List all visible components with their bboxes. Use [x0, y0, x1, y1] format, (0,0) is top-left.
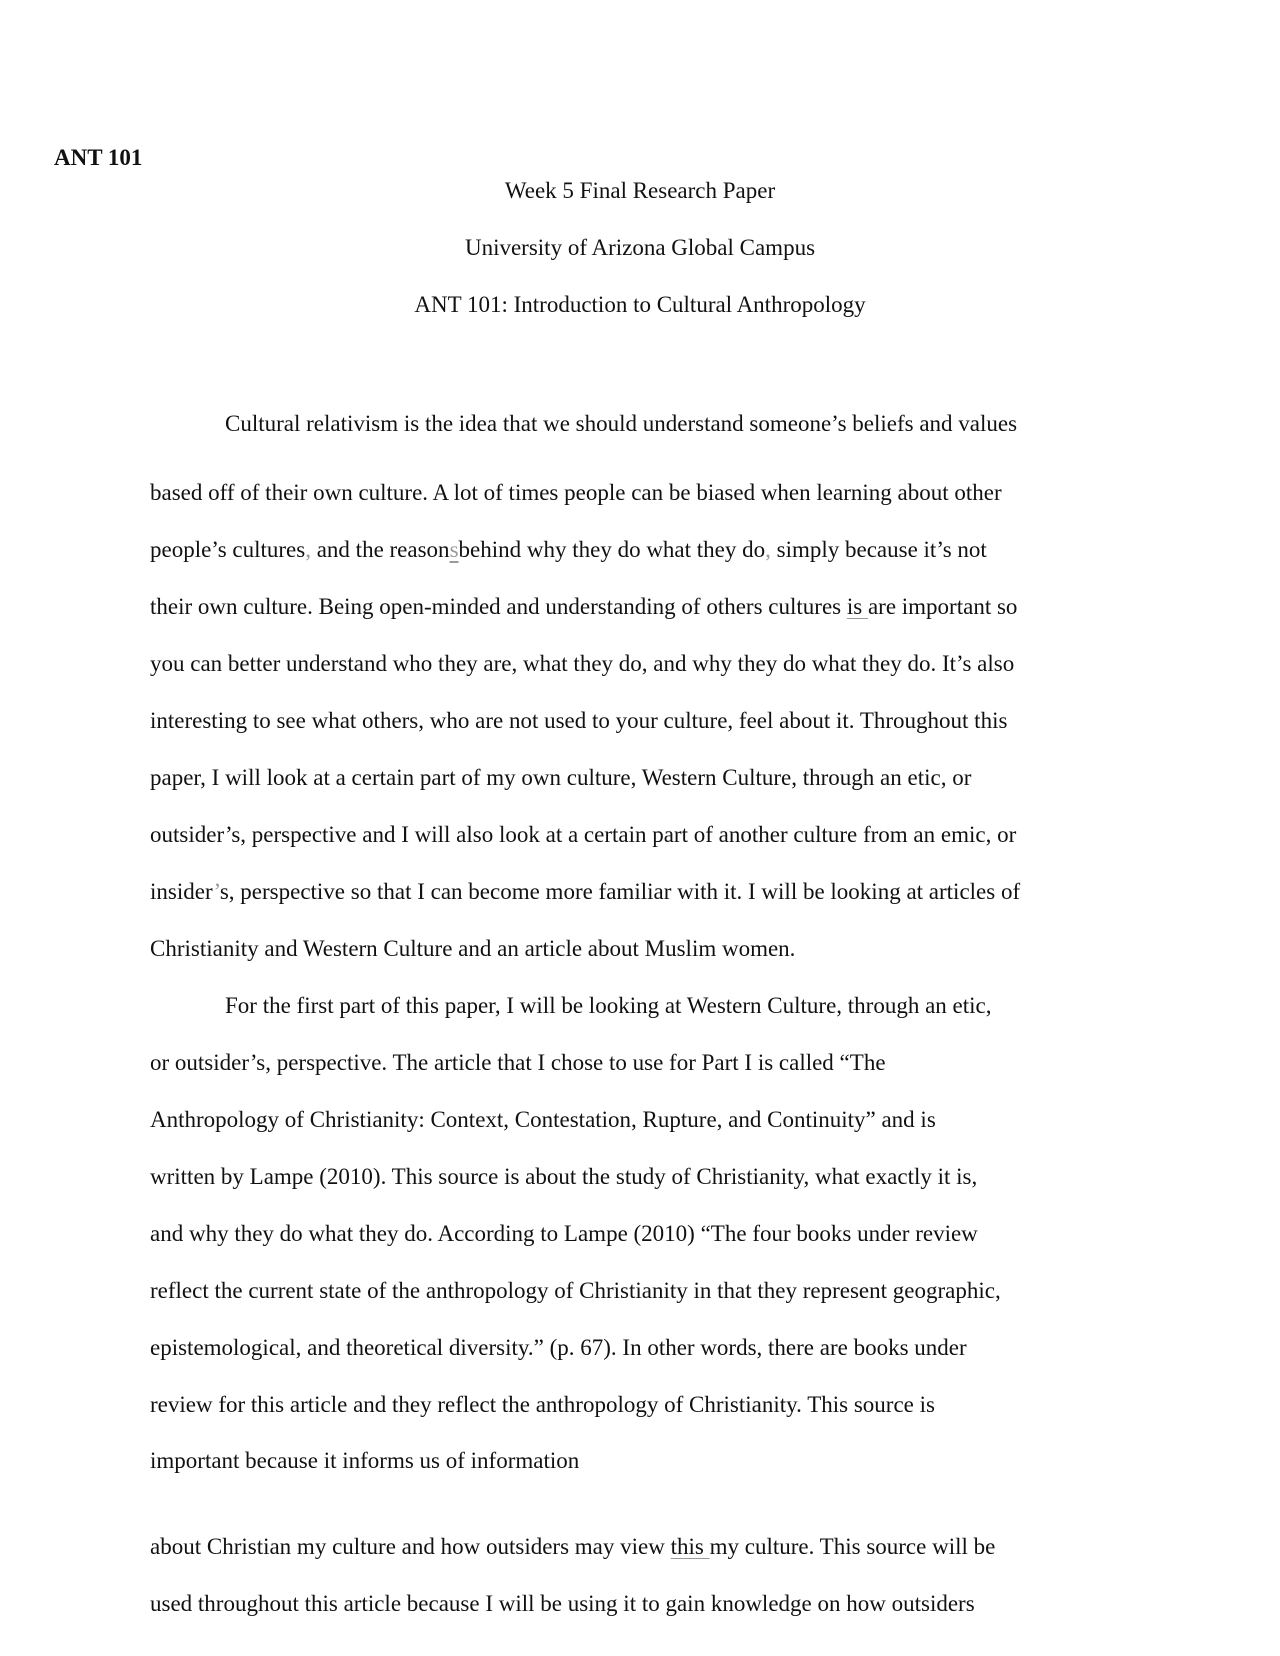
- text-line: [150, 535, 987, 565]
- text-line: For the first part of this paper, I will be looking at Western Culture, through an etic,: [225, 993, 992, 1018]
- text-line: review for this article and they reflect the anthropology of Christianity. This source is: [150, 1392, 935, 1417]
- text-line: used throughout this article because I will be using it to gain knowledge on how outsiders: [150, 1591, 975, 1616]
- text-run: simply because it’s not: [770, 537, 987, 562]
- text-line: paper, I will look at a certain part of my own culture, Western Culture, through an etic, or: [150, 765, 972, 790]
- text-line: Cultural relativism is the idea that we should understand someone’s beliefs and values: [225, 411, 1018, 436]
- tracked-comma: ,: [765, 537, 771, 562]
- text-line: interesting to see what others, who are not used to your culture, feel about it. Throughout this: [150, 708, 1008, 733]
- text-run: behind why they do what they do: [458, 537, 766, 562]
- text-run: their own culture. Being open-minded and understanding of others cultures: [150, 594, 847, 619]
- text-line: Anthropology of Christianity: Context, Contestation, Rupture, and Continuity” and is: [150, 1107, 936, 1132]
- course-name: ANT 101: Introduction to Cultural Anthropology: [414, 292, 866, 317]
- text-line: Christianity and Western Culture and an article about Muslim women.: [150, 936, 796, 961]
- text-run: and the reason: [310, 537, 450, 562]
- text-line: based off of their own culture. A lot of times people can be biased when learning about other: [150, 480, 1002, 505]
- text-line: written by Lampe (2010). This source is about the study of Christianity, what exactly it is,: [150, 1164, 978, 1189]
- text-line: [150, 592, 1017, 622]
- text-run: are important so: [867, 594, 1018, 619]
- tracked-insertion: is: [846, 594, 868, 619]
- text-run: about Christian my culture and how outsiders may view: [150, 1534, 671, 1559]
- text-line: epistemological, and theoretical diversity.” (p. 67). In other words, there are books under: [150, 1335, 967, 1360]
- text-line: [150, 1532, 995, 1562]
- text-line: [150, 877, 1020, 907]
- text-line: you can better understand who they are, what they do, and why they do what they do. It’s also: [150, 651, 1015, 676]
- tracked-apostrophe: ’: [213, 879, 220, 904]
- text-run: people’s cultures: [150, 537, 306, 562]
- text-line: or outsider’s, perspective. The article that I chose to use for Part I is called “The: [150, 1050, 886, 1075]
- text-run: insider: [150, 879, 214, 904]
- text-run: my culture. This source will be: [709, 1534, 996, 1559]
- text-line: important because it informs us of information: [150, 1448, 580, 1473]
- paper-title: Week 5 Final Research Paper: [504, 178, 776, 203]
- tracked-comma: ,: [305, 537, 311, 562]
- text-line: reflect the current state of the anthropology of Christianity in that they represent geographic,: [150, 1278, 1001, 1303]
- text-run: s, perspective so that I can become more familiar with it. I will be looking at articles of: [219, 879, 1021, 904]
- text-line: outsider’s, perspective and I will also look at a certain part of another culture from an emic, or: [150, 822, 1017, 847]
- tracked-insertion: this: [670, 1534, 710, 1559]
- text-line: and why they do what they do. According to Lampe (2010) “The four books under review: [150, 1221, 978, 1246]
- tracked-insertion: s: [449, 537, 459, 562]
- institution-name: University of Arizona Global Campus: [464, 235, 816, 260]
- course-header-label: ANT 101: [54, 145, 143, 170]
